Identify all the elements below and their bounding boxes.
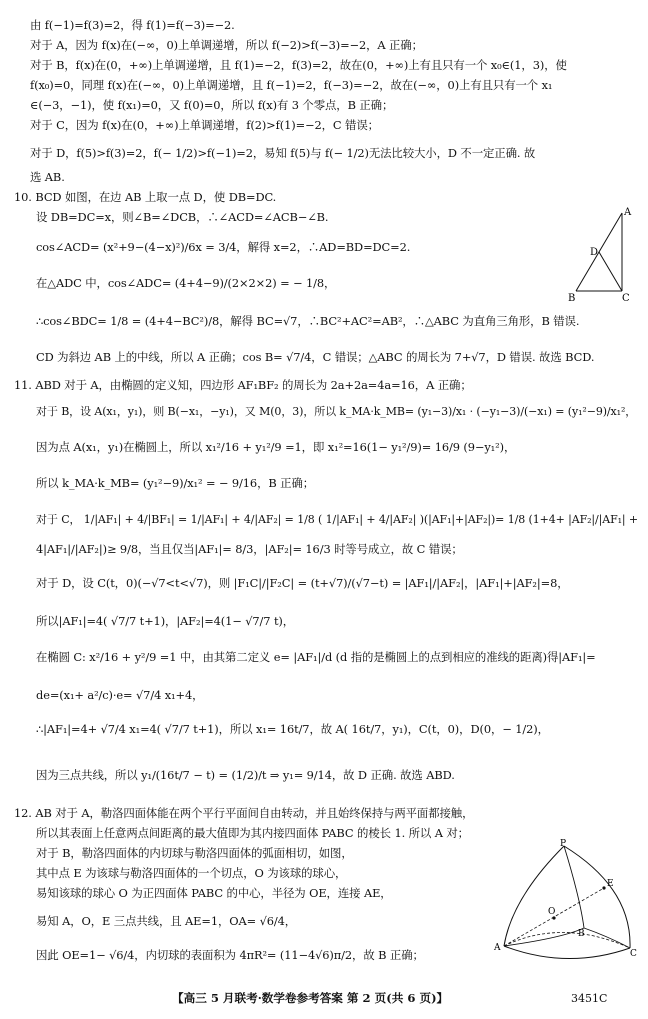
text-line: 对于 B，f(x)在(0，+∞)上单调递增，且 f(1)=−2，f(3)=2，故在(0，+∞)上有且只有一个 x₀∈(1，3)，使: [30, 58, 567, 72]
text-line: 所以 k_MA·k_MB= (y₁²−9)/x₁² = − 9/16，B 正确；: [36, 476, 315, 490]
text-line: 对于 A，因为 f(x)在(−∞，0)上单调递增，所以 f(−2)>f(−3)=−2，A 正确；: [30, 38, 423, 52]
label-C2: C: [630, 949, 637, 959]
text-line: cos∠ACD= (x²+9−(4−x)²)/6x = 3/4，解得 x=2，∴AD=BD=DC=2.: [36, 240, 411, 254]
text-line: 12. AB 对于 A，勒洛四面体能在两个平行平面间自由转动，并且始终保持与两平面都接触，: [14, 806, 474, 820]
text-line: 因为三点共线，所以 y₁/(16t/7 − t) = (1/2)/t ⇒ y₁= 9/14，故 D 正确. 故选 ABD.: [36, 768, 455, 782]
reuleaux-tetrahedron-figure: [492, 838, 642, 968]
text-line: 设 DB=DC=x，则∠B=∠DCB，∴∠ACD=∠ACB−∠B.: [36, 210, 329, 224]
text-line: 对于 C， 1/|AF₁| + 4/|BF₁| = 1/|AF₁| + 4/|AF₂| = 1/8 ( 1/|AF₁| + 4/|AF₂| )(|AF₁|+|AF₂|)= 1/8 (1+4+ |AF₂|/|AF₁| +: [36, 513, 639, 526]
text-line: ∴cos∠BDC= 1/8 = (4+4−BC²)/8，解得 BC=√7，∴BC²+AC²=AB²，∴△ABC 为直角三角形，B 错误.: [36, 314, 580, 328]
text-line: 对于 B，勒洛四面体的内切球与勒洛四面体的弧面相切，如图，: [36, 846, 353, 860]
text-line: f(x₀)=0，同理 f(x)在(−∞，0)上单调递增，且 f(−1)=2，f(−3)=−2，故在(−∞，0)上有且只有一个 x₁: [30, 78, 553, 92]
label-B2: B: [578, 929, 585, 939]
text-line: 因为点 A(x₁，y₁)在椭圆上，所以 x₁²/16 + y₁²/9 =1，即 x₁²=16(1− y₁²/9)= 16/9 (9−y₁²)，: [36, 440, 516, 454]
page-footer: 【高三 5 月联考·数学卷参考答案 第 2 页(共 6 页)】: [172, 991, 449, 1005]
text-line: 所以|AF₁|=4( √7/7 t+1)，|AF₂|=4(1− √7/7 t)，: [36, 614, 295, 628]
label-O: O: [548, 907, 556, 917]
text-line: 其中点 E 为该球与勒洛四面体的一个切点，O 为该球的球心，: [36, 866, 347, 880]
text-line: de=(x₁+ a²/c)·e= √7/4 x₁+4，: [36, 688, 204, 702]
text-line: CD 为斜边 AB 上的中线，所以 A 正确；cos B= √7/4，C 错误；△ABC 的周长为 7+√7，D 错误. 故选 BCD.: [36, 350, 595, 364]
text-line: 在△ADC 中，cos∠ADC= (4+4−9)/(2×2×2) = − 1/8，: [36, 276, 336, 290]
text-line: 在椭圆 C: x²/16 + y²/9 =1 中，由其第二定义 e= |AF₁|/d (d 指的是椭圆上的点到相应的准线的距离)得|AF₁|=: [36, 650, 596, 664]
text-line: 对于 B，设 A(x₁，y₁)，则 B(−x₁，−y₁)，又 M(0，3)，所以 k_MA·k_MB= (y₁−3)/x₁ · (−y₁−3)/(−x₁) = (y₁²−9)/x₁²，: [36, 405, 637, 418]
text-line: 易知该球的球心 O 为正四面体 PABC 的中心，半径为 OE，连接 AE，: [36, 886, 392, 900]
label-C: C: [622, 293, 630, 304]
label-D: D: [590, 247, 599, 258]
text-line: 由 f(−1)=f(3)=2，得 f(1)=f(−3)=−2.: [30, 18, 235, 32]
text-line: 4|AF₁|/|AF₂|)≥ 9/8，当且仅当|AF₁|= 8/3，|AF₂|= 16/3 时等号成立，故 C 错误；: [36, 542, 463, 556]
document-code: 3451C: [571, 992, 608, 1005]
text-line: ∈(−3，−1)，使 f(x₁)=0，又 f(0)=0，所以 f(x)有 3 个零点，B 正确；: [30, 98, 394, 112]
label-P: P: [560, 839, 567, 849]
triangle-figure: [568, 205, 638, 305]
label-A: A: [624, 207, 632, 218]
text-line: 对于 D，f(5)>f(3)=2，f(− 1/2)>f(−1)=2，易知 f(5)与 f(− 1/2)无法比较大小，D 不一定正确. 故: [30, 146, 536, 160]
text-line: ∴|AF₁|=4+ √7/4 x₁=4( √7/7 t+1)，所以 x₁= 16t/7，故 A( 16t/7，y₁)，C(t，0)，D(0，− 1/2)，: [36, 722, 549, 736]
text-line: 选 AB.: [30, 170, 65, 184]
text-line: 对于 C，因为 f(x)在(0，+∞)上单调递增，f(2)>f(1)=−2，C 错误；: [30, 118, 379, 132]
label-B: B: [568, 293, 576, 304]
text-line: 10. BCD 如图，在边 AB 上取一点 D，使 DB=DC.: [14, 190, 277, 204]
text-line: 因此 OE=1− √6/4，内切球的表面积为 4πR²= (11−4√6)π/2，故 B 正确；: [36, 948, 424, 962]
text-line: 对于 D，设 C(t，0)(−√7<t<√7)，则 |F₁C|/|F₂C| = (t+√7)/(√7−t) = |AF₁|/|AF₂|，|AF₁|+|AF₂|=8，: [36, 576, 569, 590]
text-line: 所以其表面上任意两点间距离的最大值即为其内接四面体 PABC 的棱长 1. 所以 A 对；: [36, 826, 469, 840]
label-E: E: [607, 879, 614, 889]
label-A2: A: [494, 943, 501, 953]
text-line: 易知 A，O，E 三点共线，且 AE=1，OA= √6/4，: [36, 914, 297, 928]
text-line: 11. ABD 对于 A，由椭圆的定义知，四边形 AF₁BF₂ 的周长为 2a+2a=4a=16，A 正确；: [14, 378, 472, 392]
